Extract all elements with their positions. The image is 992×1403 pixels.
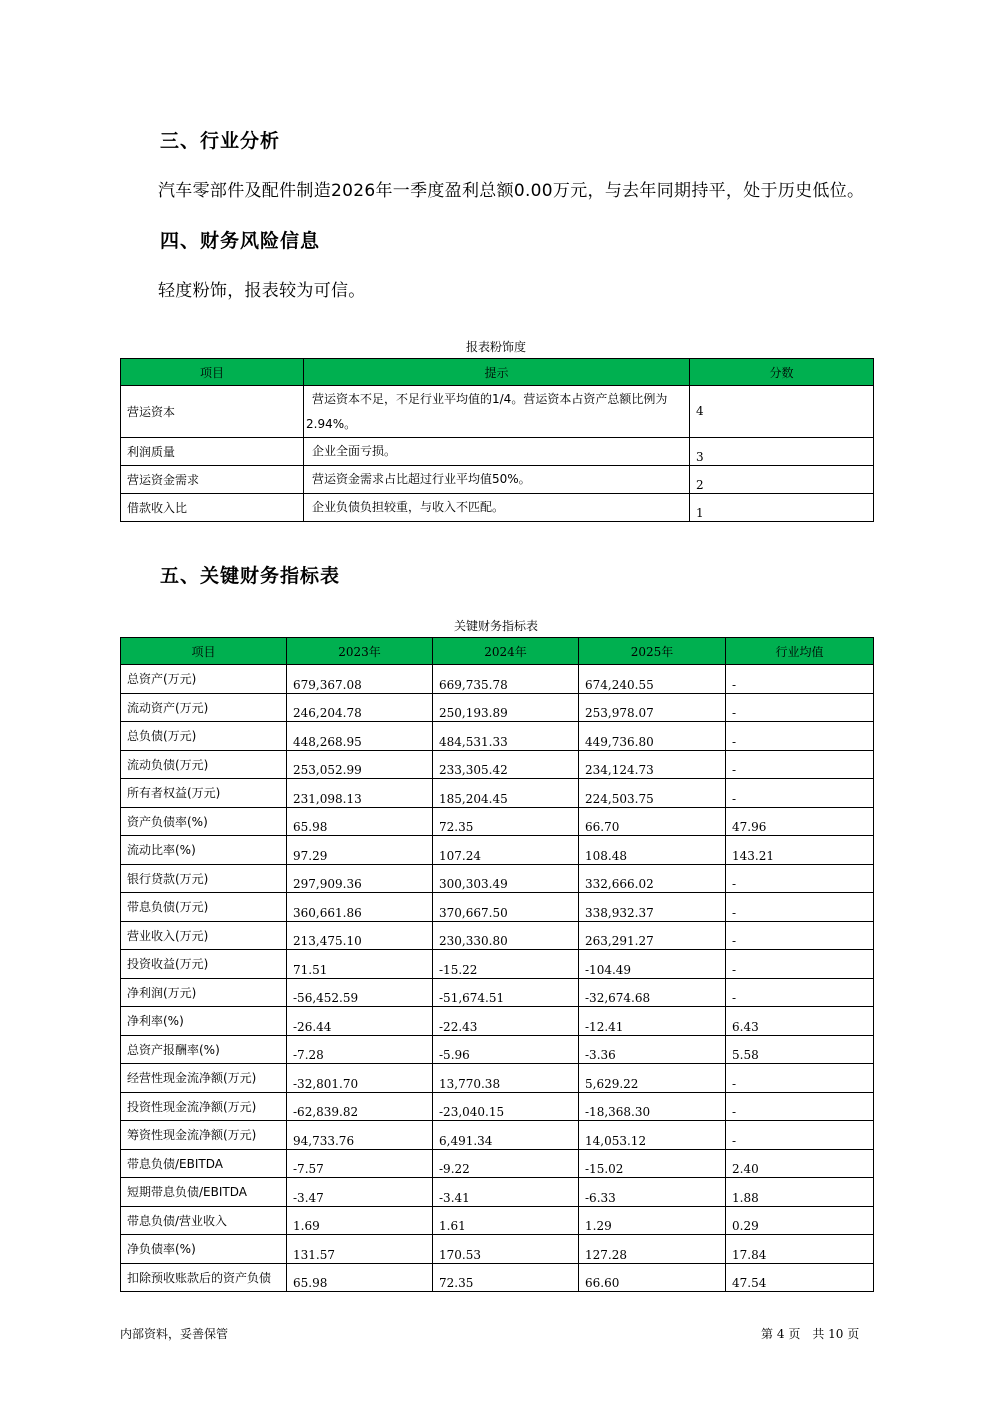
table-row bbox=[121, 779, 874, 808]
fin-cell-value: 131.57 bbox=[287, 1235, 433, 1264]
fin-cell-value: 5,629.22 bbox=[579, 1064, 726, 1093]
fin-cell-value: -56,452.59 bbox=[287, 978, 433, 1007]
fin-cell-value: -15.22 bbox=[433, 950, 579, 979]
fin-cell-value: 300,303.49 bbox=[433, 864, 579, 893]
fin-cell-value: - bbox=[726, 864, 874, 893]
fin-cell-value: 370,667.50 bbox=[433, 893, 579, 922]
fin-cell-value: - bbox=[726, 978, 874, 1007]
fin-cell-value: 71.51 bbox=[287, 950, 433, 979]
fin-cell-value: -3.36 bbox=[579, 1035, 726, 1064]
risk-hint-text: 营运资本不足，不足行业平均值的1/4。营运资本占资产总额比例为2.94%。 bbox=[306, 391, 668, 431]
fin-cell-value: 66.70 bbox=[579, 807, 726, 836]
fin-cell-value: 97.29 bbox=[287, 836, 433, 865]
footer-page-current: 4 bbox=[776, 1327, 785, 1341]
fin-cell-item: 银行贷款(万元) bbox=[121, 864, 287, 893]
footer-page-prefix: 第 bbox=[761, 1327, 774, 1341]
fin-cell-value: 94,733.76 bbox=[287, 1121, 433, 1150]
fin-cell-value: - bbox=[726, 950, 874, 979]
footer-page-total: 10 bbox=[828, 1327, 844, 1341]
fin-cell-item: 投资性现金流净额(万元) bbox=[121, 1092, 287, 1121]
fin-cell-item: 经营性现金流净额(万元) bbox=[121, 1064, 287, 1093]
fin-cell-value: 65.98 bbox=[287, 1263, 433, 1292]
fin-cell-value: -7.28 bbox=[287, 1035, 433, 1064]
fin-cell-value: 66.60 bbox=[579, 1263, 726, 1292]
risk-hint bbox=[304, 466, 690, 494]
fin-cell-value: 14,053.12 bbox=[579, 1121, 726, 1150]
table-row bbox=[121, 1206, 874, 1235]
fin-cell-item: 流动资产(万元) bbox=[121, 693, 287, 722]
table-row bbox=[121, 1064, 874, 1093]
fin-cell-value: -5.96 bbox=[433, 1035, 579, 1064]
risk-item: 利润质量 bbox=[121, 438, 304, 466]
table-row bbox=[121, 1149, 874, 1178]
fin-cell-value: -9.22 bbox=[433, 1149, 579, 1178]
footer-page-number bbox=[761, 1325, 859, 1342]
fin-cell-value: 448,268.95 bbox=[287, 722, 433, 751]
fin-header-item: 项目 bbox=[121, 638, 287, 665]
fin-cell-value: 234,124.73 bbox=[579, 750, 726, 779]
fin-table-header bbox=[121, 638, 874, 665]
fin-cell-value: - bbox=[726, 665, 874, 694]
fin-header-2025: 2025年 bbox=[579, 638, 726, 665]
fin-cell-value: 233,305.42 bbox=[433, 750, 579, 779]
fin-cell-value: 250,193.89 bbox=[433, 693, 579, 722]
table-row bbox=[121, 1035, 874, 1064]
risk-score: 1 bbox=[690, 494, 874, 522]
table-row bbox=[121, 1235, 874, 1264]
section-4-heading: 四、财务风险信息 bbox=[160, 230, 321, 252]
section-4-text: 轻度粉饰，报表较为可信。 bbox=[158, 281, 366, 301]
fin-cell-item: 净利率(%) bbox=[121, 1007, 287, 1036]
fin-table bbox=[120, 637, 874, 1292]
risk-row-working-capital bbox=[121, 386, 874, 438]
risk-header-item: 项目 bbox=[121, 359, 304, 386]
section-3-heading: 三、行业分析 bbox=[160, 130, 281, 152]
table-row bbox=[121, 978, 874, 1007]
footer-page-mid: 页 共 bbox=[788, 1327, 825, 1341]
section-5-heading: 五、关键财务指标表 bbox=[160, 565, 341, 587]
section-3-text: 汽车零部件及配件制造2026年一季度盈利总额0.00万元，与去年同期持平，处于历史低位。 bbox=[158, 181, 865, 201]
fin-cell-item: 流动负债(万元) bbox=[121, 750, 287, 779]
fin-cell-value: 0.29 bbox=[726, 1206, 874, 1235]
fin-cell-value: -3.47 bbox=[287, 1178, 433, 1207]
fin-cell-value: -62,839.82 bbox=[287, 1092, 433, 1121]
fin-cell-item: 短期带息负债/EBITDA bbox=[121, 1178, 287, 1207]
fin-cell-value: 47.54 bbox=[726, 1263, 874, 1292]
fin-cell-value: 5.58 bbox=[726, 1035, 874, 1064]
fin-cell-value: - bbox=[726, 779, 874, 808]
risk-row-profit-quality bbox=[121, 438, 874, 466]
fin-cell-value: 332,666.02 bbox=[579, 864, 726, 893]
fin-cell-value: - bbox=[726, 1121, 874, 1150]
fin-cell-value: - bbox=[726, 893, 874, 922]
fin-cell-value: -12.41 bbox=[579, 1007, 726, 1036]
fin-cell-value: 170.53 bbox=[433, 1235, 579, 1264]
fin-cell-value: 72.35 bbox=[433, 1263, 579, 1292]
risk-table bbox=[120, 358, 874, 522]
fin-cell-value: 231,098.13 bbox=[287, 779, 433, 808]
fin-cell-value: 253,978.07 bbox=[579, 693, 726, 722]
table-row bbox=[121, 807, 874, 836]
table-row bbox=[121, 665, 874, 694]
fin-cell-value: -6.33 bbox=[579, 1178, 726, 1207]
fin-cell-value: 185,204.45 bbox=[433, 779, 579, 808]
table-row bbox=[121, 1092, 874, 1121]
risk-hint-text: 营运资金需求占比超过行业平均值50%。 bbox=[312, 472, 531, 486]
fin-cell-value: 297,909.36 bbox=[287, 864, 433, 893]
risk-header-hint: 提示 bbox=[304, 359, 690, 386]
risk-hint bbox=[304, 494, 690, 522]
fin-cell-value: 484,531.33 bbox=[433, 722, 579, 751]
fin-cell-item: 营业收入(万元) bbox=[121, 921, 287, 950]
fin-cell-value: 127.28 bbox=[579, 1235, 726, 1264]
fin-cell-item: 净利润(万元) bbox=[121, 978, 287, 1007]
fin-cell-value: 72.35 bbox=[433, 807, 579, 836]
fin-cell-item: 总资产(万元) bbox=[121, 665, 287, 694]
risk-table-header bbox=[121, 359, 874, 386]
fin-cell-value: - bbox=[726, 1064, 874, 1093]
fin-cell-value: 108.48 bbox=[579, 836, 726, 865]
fin-cell-value: -3.41 bbox=[433, 1178, 579, 1207]
fin-cell-item: 资产负债率(%) bbox=[121, 807, 287, 836]
risk-hint-text: 企业全面亏损。 bbox=[312, 444, 397, 458]
fin-cell-value: -104.49 bbox=[579, 950, 726, 979]
fin-cell-value: -32,801.70 bbox=[287, 1064, 433, 1093]
fin-cell-value: 1.69 bbox=[287, 1206, 433, 1235]
fin-cell-item: 扣除预收账款后的资产负债 bbox=[121, 1263, 287, 1292]
risk-header-score: 分数 bbox=[690, 359, 874, 386]
table-row bbox=[121, 1007, 874, 1036]
fin-cell-item: 投资收益(万元) bbox=[121, 950, 287, 979]
fin-cell-value: 13,770.38 bbox=[433, 1064, 579, 1093]
risk-hint bbox=[304, 438, 690, 466]
fin-cell-value: 253,052.99 bbox=[287, 750, 433, 779]
fin-cell-item: 带息负债(万元) bbox=[121, 893, 287, 922]
fin-cell-value: -7.57 bbox=[287, 1149, 433, 1178]
risk-score: 3 bbox=[690, 438, 874, 466]
fin-cell-item: 筹资性现金流净额(万元) bbox=[121, 1121, 287, 1150]
risk-row-working-capital-demand bbox=[121, 466, 874, 494]
fin-cell-value: - bbox=[726, 693, 874, 722]
table-row bbox=[121, 750, 874, 779]
table-row bbox=[121, 1121, 874, 1150]
fin-cell-value: 6,491.34 bbox=[433, 1121, 579, 1150]
fin-cell-value: 17.84 bbox=[726, 1235, 874, 1264]
table-row bbox=[121, 693, 874, 722]
fin-cell-value: 2.40 bbox=[726, 1149, 874, 1178]
fin-cell-value: - bbox=[726, 750, 874, 779]
fin-cell-value: 1.61 bbox=[433, 1206, 579, 1235]
risk-hint bbox=[304, 386, 690, 438]
fin-cell-value: 213,475.10 bbox=[287, 921, 433, 950]
fin-cell-value: -26.44 bbox=[287, 1007, 433, 1036]
footer-page-suffix: 页 bbox=[847, 1327, 860, 1341]
risk-score: 2 bbox=[690, 466, 874, 494]
footer-confidential: 内部资料，妥善保管 bbox=[120, 1327, 229, 1341]
fin-cell-value: -15.02 bbox=[579, 1149, 726, 1178]
fin-cell-item: 总资产报酬率(%) bbox=[121, 1035, 287, 1064]
fin-cell-item: 流动比率(%) bbox=[121, 836, 287, 865]
table-row bbox=[121, 1178, 874, 1207]
fin-cell-value: -32,674.68 bbox=[579, 978, 726, 1007]
fin-cell-item: 总负债(万元) bbox=[121, 722, 287, 751]
table-row bbox=[121, 893, 874, 922]
fin-cell-item: 所有者权益(万元) bbox=[121, 779, 287, 808]
fin-cell-value: 360,661.86 bbox=[287, 893, 433, 922]
risk-item: 营运资金需求 bbox=[121, 466, 304, 494]
fin-cell-value: 263,291.27 bbox=[579, 921, 726, 950]
fin-cell-value: 6.43 bbox=[726, 1007, 874, 1036]
fin-cell-value: 224,503.75 bbox=[579, 779, 726, 808]
table-row bbox=[121, 836, 874, 865]
fin-cell-value: - bbox=[726, 722, 874, 751]
fin-cell-item: 带息负债/营业收入 bbox=[121, 1206, 287, 1235]
fin-table-caption: 关键财务指标表 bbox=[453, 619, 538, 633]
fin-cell-value: 47.96 bbox=[726, 807, 874, 836]
fin-cell-value: 143.21 bbox=[726, 836, 874, 865]
fin-cell-value: 246,204.78 bbox=[287, 693, 433, 722]
fin-cell-value: -18,368.30 bbox=[579, 1092, 726, 1121]
fin-cell-value: 679,367.08 bbox=[287, 665, 433, 694]
risk-table-caption: 报表粉饰度 bbox=[465, 340, 526, 354]
risk-row-debt-income bbox=[121, 494, 874, 522]
fin-cell-value: 338,932.37 bbox=[579, 893, 726, 922]
fin-cell-value: - bbox=[726, 1092, 874, 1121]
fin-cell-value: 449,736.80 bbox=[579, 722, 726, 751]
fin-cell-item: 净负债率(%) bbox=[121, 1235, 287, 1264]
table-row bbox=[121, 722, 874, 751]
fin-cell-value: -22.43 bbox=[433, 1007, 579, 1036]
risk-hint-text: 企业负债负担较重，与收入不匹配。 bbox=[312, 500, 505, 514]
fin-cell-value: - bbox=[726, 921, 874, 950]
fin-cell-value: 230,330.80 bbox=[433, 921, 579, 950]
fin-header-industry-avg: 行业均值 bbox=[726, 638, 874, 665]
table-row bbox=[121, 1263, 874, 1292]
table-row bbox=[121, 950, 874, 979]
fin-cell-value: 1.29 bbox=[579, 1206, 726, 1235]
fin-cell-value: 1.88 bbox=[726, 1178, 874, 1207]
table-row bbox=[121, 864, 874, 893]
fin-header-2023: 2023年 bbox=[287, 638, 433, 665]
fin-cell-value: -23,040.15 bbox=[433, 1092, 579, 1121]
fin-cell-item: 带息负债/EBITDA bbox=[121, 1149, 287, 1178]
fin-cell-value: 65.98 bbox=[287, 807, 433, 836]
risk-item: 借款收入比 bbox=[121, 494, 304, 522]
table-row bbox=[121, 921, 874, 950]
fin-cell-value: -51,674.51 bbox=[433, 978, 579, 1007]
fin-cell-value: 107.24 bbox=[433, 836, 579, 865]
risk-score: 4 bbox=[690, 386, 874, 438]
fin-cell-value: 674,240.55 bbox=[579, 665, 726, 694]
fin-cell-value: 669,735.78 bbox=[433, 665, 579, 694]
fin-table-body bbox=[121, 665, 874, 1292]
fin-header-2024: 2024年 bbox=[433, 638, 579, 665]
risk-item: 营运资本 bbox=[121, 386, 304, 438]
